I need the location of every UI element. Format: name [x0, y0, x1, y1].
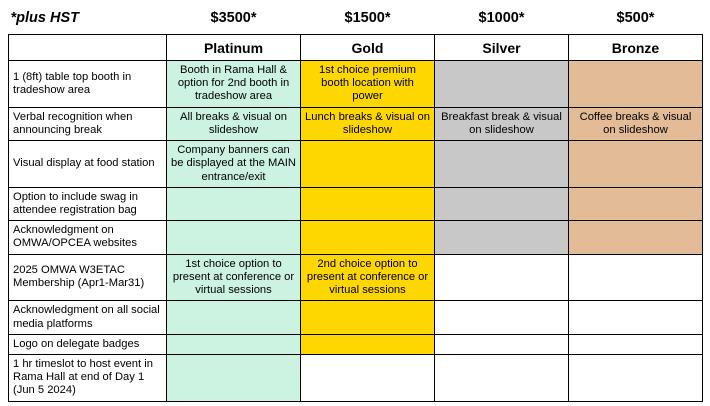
table-body: [9, 4, 703, 401]
hst-note: *plus HST: [10, 10, 79, 26]
benefit-gold: [301, 334, 435, 354]
table-row: [9, 107, 703, 140]
benefit-platinum: Booth in Rama Hall & option for 2nd booth in tradeshow area: [167, 61, 301, 108]
benefit-gold: [301, 221, 435, 254]
benefit-bronze: [569, 334, 703, 354]
benefit-platinum: [167, 354, 301, 401]
benefit-gold: [301, 141, 435, 188]
benefit-label: 2025 OMWA W3ETAC Membership (Apr1-Mar31): [9, 254, 167, 301]
benefit-bronze: [569, 354, 703, 401]
benefit-platinum: All breaks & visual on slideshow: [167, 107, 301, 140]
price-gold: $1500*: [344, 10, 391, 26]
benefit-label: Visual display at food station: [9, 141, 167, 188]
benefit-gold: 2nd choice option to present at conference or virtual sessions: [301, 254, 435, 301]
benefit-label: Logo on delegate badges: [9, 334, 167, 354]
benefit-label: 1 hr timeslot to host event in Rama Hall at end of Day 1 (Jun 5 2024): [9, 354, 167, 401]
benefit-bronze: [569, 187, 703, 220]
table-row: [9, 61, 703, 108]
benefit-silver: Breakfast break & visual on slideshow: [435, 107, 569, 140]
table-row: [9, 301, 703, 334]
benefit-label: 1 (8ft) table top booth in tradeshow area: [9, 61, 167, 108]
table-row: [9, 187, 703, 220]
benefit-silver: [435, 254, 569, 301]
benefit-label: Option to include swag in attendee registration bag: [9, 187, 167, 220]
price-platinum: $3500*: [210, 10, 257, 26]
benefit-bronze: Coffee breaks & visual on slideshow: [569, 107, 703, 140]
benefit-bronze: [569, 61, 703, 108]
benefit-label: Acknowledgment on all social media platforms: [9, 301, 167, 334]
sponsorship-table: [8, 4, 703, 402]
tier-header-row: [9, 35, 703, 61]
benefit-silver: [435, 334, 569, 354]
tier-header-blank: [9, 35, 167, 61]
table-row: [9, 141, 703, 188]
benefit-gold: [301, 187, 435, 220]
price-silver: $1000*: [478, 10, 525, 26]
benefit-bronze: [569, 301, 703, 334]
benefit-platinum: 1st choice option to present at conference or virtual sessions: [167, 254, 301, 301]
benefit-platinum: [167, 187, 301, 220]
benefit-label: Verbal recognition when announcing break: [9, 107, 167, 140]
benefit-silver: [435, 61, 569, 108]
benefit-silver: [435, 354, 569, 401]
benefit-label: Acknowledgment on OMWA/OPCEA websites: [9, 221, 167, 254]
benefit-platinum: [167, 334, 301, 354]
benefit-silver: [435, 221, 569, 254]
sponsorship-tier-sheet: [0, 4, 710, 406]
table-row: [9, 334, 703, 354]
benefit-bronze: [569, 221, 703, 254]
benefit-gold: Lunch breaks & visual on slideshow: [301, 107, 435, 140]
benefit-gold: [301, 354, 435, 401]
table-row: [9, 354, 703, 401]
price-row: [9, 4, 703, 35]
benefit-gold: 1st choice premium booth location with power: [301, 61, 435, 108]
benefit-platinum: [167, 221, 301, 254]
benefit-silver: [435, 141, 569, 188]
benefit-gold: [301, 301, 435, 334]
table-row: [9, 254, 703, 301]
benefit-platinum: Company banners can be displayed at the MAIN entrance/exit: [167, 141, 301, 188]
tier-silver: Silver: [435, 35, 569, 61]
benefit-bronze: [569, 141, 703, 188]
benefit-silver: [435, 301, 569, 334]
benefit-platinum: [167, 301, 301, 334]
table-row: [9, 221, 703, 254]
price-bronze: $500*: [616, 10, 655, 26]
tier-gold: Gold: [301, 35, 435, 61]
benefit-bronze: [569, 254, 703, 301]
tier-bronze: Bronze: [569, 35, 703, 61]
tier-platinum: Platinum: [167, 35, 301, 61]
benefit-silver: [435, 187, 569, 220]
